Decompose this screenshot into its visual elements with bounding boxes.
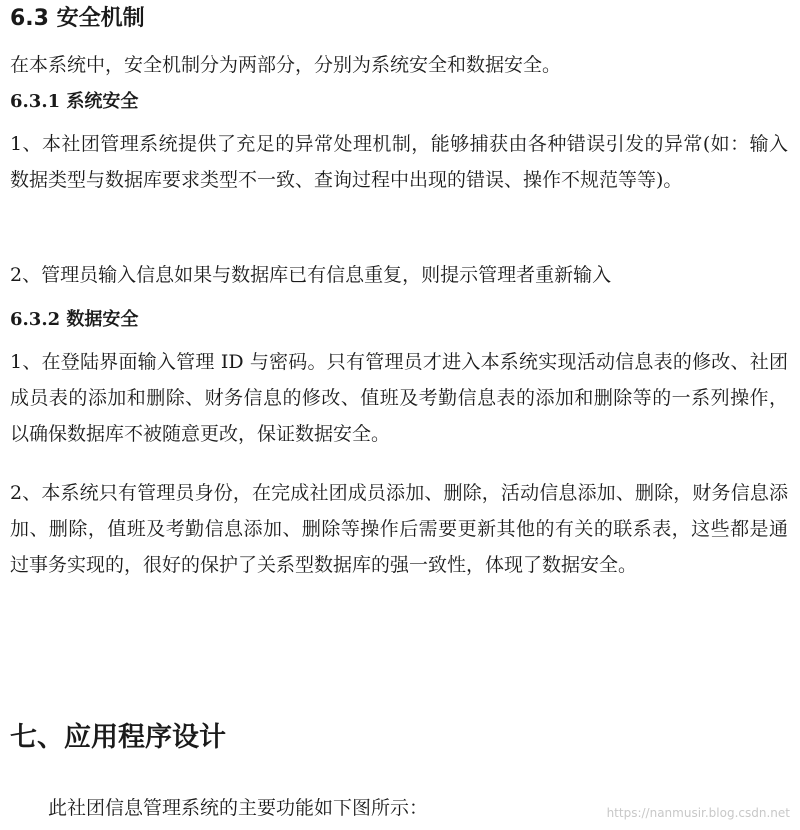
data-security-paragraph-2: 2、本系统只有管理员身份，在完成社团成员添加、删除，活动信息添加、删除，财务信息添加、删除，值班及考勤信息添加、删除等操作后需要更新其他的有关的联系表，这些都是通过事务实现的，很好的保护了关系型数据库的强一致性，体现了数据安全。 xyxy=(10,482,788,576)
chapter-7-intro: 此社团信息管理系统的主要功能如下图所示： xyxy=(48,797,429,819)
chapter-heading-7: 七、应用程序设计 xyxy=(10,722,226,753)
system-security-paragraph-2: 2、管理员输入信息如果与数据库已有信息重复，则提示管理者重新输入 xyxy=(10,264,612,286)
subsection-heading-6-3-2: 6.3.2 数据安全 xyxy=(10,309,139,330)
subsection-heading-6-3-1: 6.3.1 系统安全 xyxy=(10,91,139,112)
section-6-3-intro: 在本系统中，安全机制分为两部分，分别为系统安全和数据安全。 xyxy=(10,54,562,76)
data-security-paragraph-1: 1、在登陆界面输入管理 ID 与密码。只有管理员才进入本系统实现活动信息表的修改、社团成员表的添加和删除、财务信息的修改、值班及考勤信息表的添加和删除等的一系列操作，以确保数据库不被随意更改，保证数据安全。 xyxy=(10,351,788,445)
source-watermark: https://nanmusir.blog.csdn.net xyxy=(606,806,790,820)
system-security-paragraph-1: 1、本社团管理系统提供了充足的异常处理机制，能够捕获由各种错误引发的异常(如：输入数据类型与数据库要求类型不一致、查询过程中出现的错误、操作不规范等等)。 xyxy=(10,133,788,191)
section-heading-6-3: 6.3 安全机制 xyxy=(10,6,145,31)
